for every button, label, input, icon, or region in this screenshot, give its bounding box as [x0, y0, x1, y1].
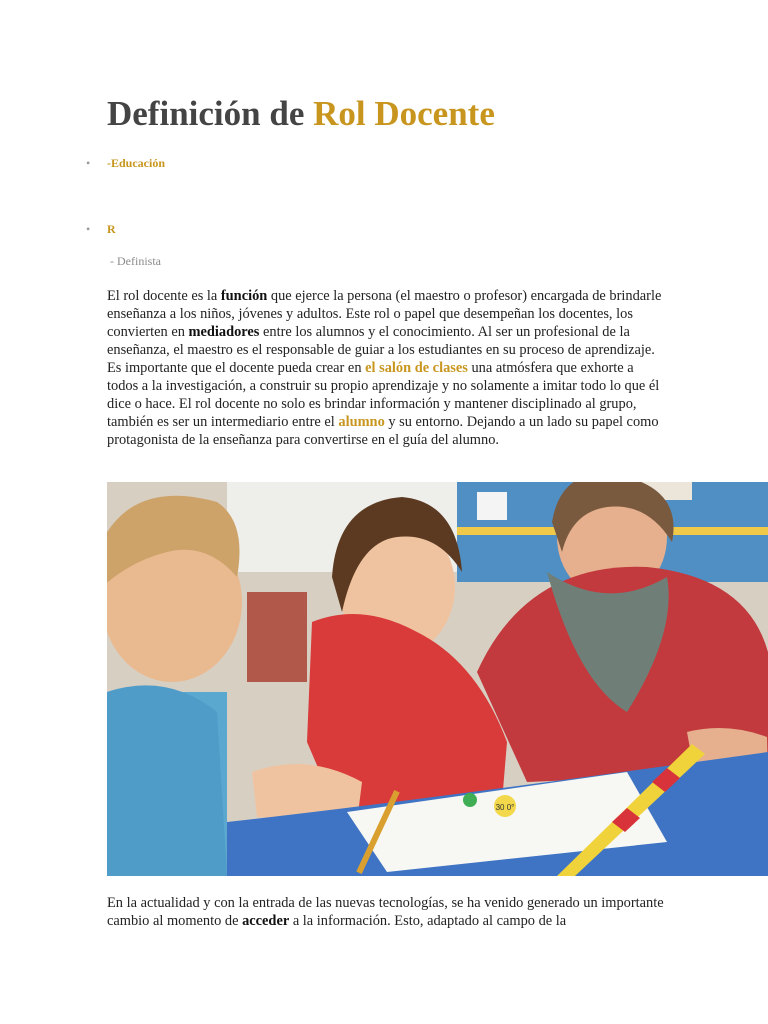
link-alumno[interactable]: alumno — [338, 414, 385, 430]
title-prefix: Definición de — [107, 94, 305, 133]
author-byline: - Definista — [110, 254, 161, 268]
bold-term-funcion: función — [220, 288, 268, 304]
bullet-dot: • — [86, 222, 91, 236]
bullet-dot: • — [86, 156, 91, 170]
page-title — [107, 90, 495, 138]
dice-label: 30 0° — [495, 803, 515, 812]
classroom-illustration — [107, 482, 768, 876]
body-paragraph-1 — [107, 287, 667, 449]
text-run: y su entorno. Dejando a un lado su papel como protagonista de la enseñanza para convertirse en el guía del alumno. — [107, 414, 659, 448]
bold-term-acceder: acceder — [242, 913, 290, 929]
bold-term-mediadores: mediadores — [188, 324, 260, 340]
text-run: El rol docente es la — [107, 288, 221, 304]
body-paragraph-2 — [107, 894, 667, 930]
text-run: a la información. Esto, adaptado al campo de la — [289, 913, 567, 929]
category-link-educacion[interactable]: -Educación — [107, 156, 166, 170]
text-run: En la actualidad y con la entrada de las nuevas tecnologías, se ha venido generado un importante cambio al momento de — [107, 895, 664, 929]
link-salon-de-clases[interactable]: el salón de clases — [365, 360, 468, 376]
text-run: entre los alumnos y el conocimiento. Al ser un profesional de la enseñanza, el maestro es el responsable de guiar a los estudiantes en su proceso de aprendizaje. Es importante que el docente pueda crear en — [107, 324, 655, 376]
category-link-r[interactable]: R — [107, 222, 116, 236]
text-run: que ejerce la persona (el maestro o profesor) encargada de brindarle enseñanza a los niños, jóvenes y adultos. Este rol o papel que desempeñan los docentes, los convierten en — [107, 288, 662, 340]
text-run: una atmósfera que exhorte a todos a la investigación, a construir su propio aprendizaje y no solamente a imitar todo lo que él dice o hace. El rol docente no solo es brindar información y mantener disciplinado al grupo, también es ser un intermediario entre el — [107, 360, 660, 430]
classroom-photo — [107, 482, 768, 876]
title-highlight: Rol Docente — [313, 94, 495, 133]
